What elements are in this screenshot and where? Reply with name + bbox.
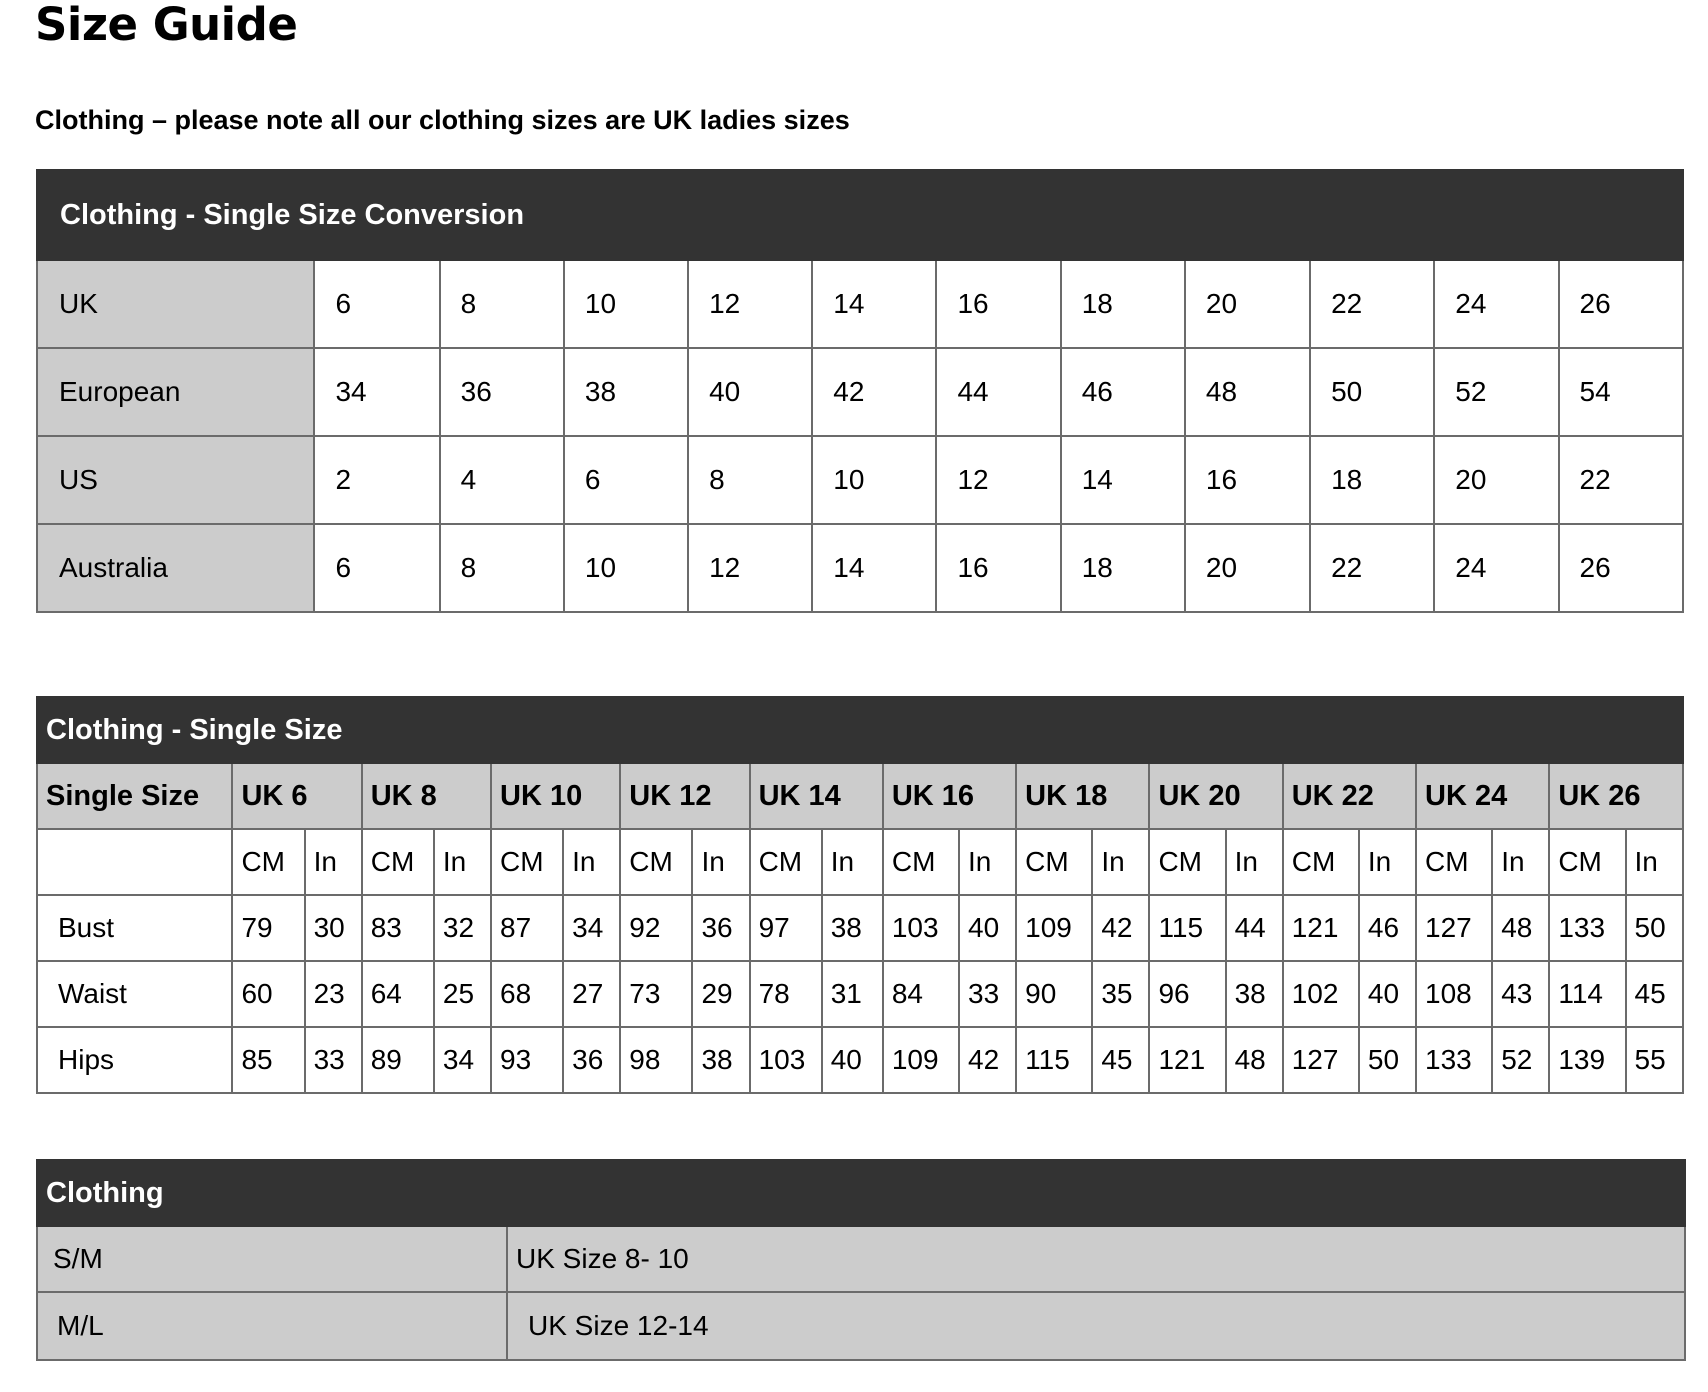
fit-value-sm: UK Size 8- 10 — [507, 1226, 1685, 1292]
unit-label-cm: CM — [750, 829, 822, 895]
unit-label-cm: CM — [491, 829, 563, 895]
table-cell: 121 — [1283, 895, 1359, 961]
unit-label-in: In — [959, 829, 1016, 895]
table-cell: 18 — [1310, 436, 1434, 524]
table-row — [37, 1226, 1685, 1292]
table-cell: 40 — [1359, 961, 1416, 1027]
table-cell: 40 — [688, 348, 812, 436]
table-cell: 32 — [434, 895, 491, 961]
table-cell: 102 — [1283, 961, 1359, 1027]
table-cell: 36 — [692, 895, 749, 961]
table-cell: 85 — [232, 1027, 304, 1093]
page-title: Size Guide — [35, 0, 298, 51]
table-cell: 22 — [1559, 436, 1684, 524]
table-cell: 20 — [1185, 260, 1310, 348]
table-cell: 44 — [1226, 895, 1283, 961]
table-row — [37, 436, 1683, 524]
size-conversion-table — [36, 169, 1684, 613]
unit-label-cm: CM — [620, 829, 692, 895]
table-cell: 6 — [564, 436, 688, 524]
table-cell: 68 — [491, 961, 563, 1027]
table-cell: 26 — [1559, 524, 1684, 612]
table-cell: 50 — [1359, 1027, 1416, 1093]
table-cell: 87 — [491, 895, 563, 961]
table-cell: 6 — [314, 260, 439, 348]
size-column-header: UK 14 — [750, 763, 883, 829]
size-column-header: UK 10 — [491, 763, 620, 829]
single-size-corner-label: Single Size — [37, 763, 232, 829]
table-cell: 92 — [620, 895, 692, 961]
size-column-header: UK 12 — [620, 763, 749, 829]
table-cell: 35 — [1092, 961, 1149, 1027]
table-cell: 64 — [362, 961, 434, 1027]
table-cell: 14 — [812, 260, 936, 348]
table-cell: 48 — [1185, 348, 1310, 436]
table-cell: 127 — [1416, 895, 1492, 961]
table-cell: 12 — [688, 260, 812, 348]
conversion-row-label: European — [37, 348, 314, 436]
table-cell: 89 — [362, 1027, 434, 1093]
table-cell: 54 — [1559, 348, 1684, 436]
table-cell: 46 — [1359, 895, 1416, 961]
measurement-label: Waist — [37, 961, 232, 1027]
table-cell: 36 — [440, 348, 564, 436]
clothing-fit-table — [36, 1159, 1686, 1361]
table-cell: 79 — [232, 895, 304, 961]
table-row — [37, 524, 1683, 612]
table-cell: 38 — [692, 1027, 749, 1093]
empty-unit-corner — [37, 829, 232, 895]
table-cell: 18 — [1061, 524, 1185, 612]
table-cell: 22 — [1310, 260, 1434, 348]
size-column-header: UK 16 — [883, 763, 1016, 829]
table-row — [37, 895, 1683, 961]
unit-label-in: In — [434, 829, 491, 895]
clothing-table-title: Clothing — [37, 1160, 1685, 1226]
table-cell: 34 — [434, 1027, 491, 1093]
table-cell: 24 — [1434, 524, 1558, 612]
table-cell: 42 — [1092, 895, 1149, 961]
size-column-header: UK 6 — [232, 763, 361, 829]
size-column-header: UK 26 — [1549, 763, 1683, 829]
table-row — [37, 961, 1683, 1027]
table-cell: 52 — [1434, 348, 1558, 436]
table-cell: 4 — [440, 436, 564, 524]
table-cell: 40 — [959, 895, 1016, 961]
size-column-header: UK 24 — [1416, 763, 1549, 829]
unit-label-cm: CM — [1549, 829, 1625, 895]
table-cell: 20 — [1434, 436, 1558, 524]
unit-label-in: In — [692, 829, 749, 895]
table-cell: 115 — [1016, 1027, 1092, 1093]
unit-label-in: In — [1359, 829, 1416, 895]
table-cell: 115 — [1149, 895, 1225, 961]
table-cell: 40 — [822, 1027, 883, 1093]
fit-label-sm: S/M — [37, 1226, 507, 1292]
unit-label-in: In — [822, 829, 883, 895]
table-cell: 42 — [812, 348, 936, 436]
unit-label-cm: CM — [232, 829, 304, 895]
unit-label-cm: CM — [1016, 829, 1092, 895]
table-cell: 73 — [620, 961, 692, 1027]
table-cell: 16 — [1185, 436, 1310, 524]
table-cell: 133 — [1416, 1027, 1492, 1093]
table-cell: 8 — [688, 436, 812, 524]
table-cell: 12 — [936, 436, 1060, 524]
table-row — [37, 348, 1683, 436]
table-cell: 38 — [564, 348, 688, 436]
table-cell: 43 — [1492, 961, 1549, 1027]
table-cell: 8 — [440, 260, 564, 348]
table-cell: 31 — [822, 961, 883, 1027]
table-cell: 109 — [883, 1027, 959, 1093]
fit-value-ml: UK Size 12-14 — [507, 1292, 1685, 1360]
table-cell: 103 — [883, 895, 959, 961]
table-cell: 30 — [305, 895, 362, 961]
table-cell: 46 — [1061, 348, 1185, 436]
table-cell: 55 — [1626, 1027, 1684, 1093]
table-cell: 36 — [563, 1027, 620, 1093]
table-cell: 38 — [822, 895, 883, 961]
table-cell: 52 — [1492, 1027, 1549, 1093]
table-cell: 16 — [936, 524, 1060, 612]
conversion-row-label: UK — [37, 260, 314, 348]
table-cell: 22 — [1310, 524, 1434, 612]
table-cell: 34 — [563, 895, 620, 961]
unit-label-cm: CM — [883, 829, 959, 895]
table-cell: 38 — [1226, 961, 1283, 1027]
table-cell: 44 — [936, 348, 1060, 436]
table-cell: 133 — [1549, 895, 1625, 961]
table-cell: 16 — [936, 260, 1060, 348]
table-cell: 48 — [1226, 1027, 1283, 1093]
table-cell: 25 — [434, 961, 491, 1027]
table-cell: 139 — [1549, 1027, 1625, 1093]
size-column-header: UK 22 — [1283, 763, 1416, 829]
table-cell: 48 — [1492, 895, 1549, 961]
unit-label-in: In — [1226, 829, 1283, 895]
table-cell: 109 — [1016, 895, 1092, 961]
unit-label-in: In — [1626, 829, 1684, 895]
table-cell: 90 — [1016, 961, 1092, 1027]
table-cell: 114 — [1549, 961, 1625, 1027]
table-cell: 8 — [440, 524, 564, 612]
unit-label-cm: CM — [1283, 829, 1359, 895]
table-cell: 60 — [232, 961, 304, 1027]
table-cell: 103 — [750, 1027, 822, 1093]
table-cell: 84 — [883, 961, 959, 1027]
table-cell: 127 — [1283, 1027, 1359, 1093]
table-cell: 20 — [1185, 524, 1310, 612]
table-cell: 78 — [750, 961, 822, 1027]
table-cell: 34 — [314, 348, 439, 436]
table-cell: 33 — [305, 1027, 362, 1093]
table-row — [37, 260, 1683, 348]
size-column-header: UK 20 — [1149, 763, 1282, 829]
unit-label-in: In — [563, 829, 620, 895]
table-cell: 26 — [1559, 260, 1684, 348]
table-row — [37, 1027, 1683, 1093]
table-cell: 23 — [305, 961, 362, 1027]
unit-label-cm: CM — [1416, 829, 1492, 895]
unit-label-cm: CM — [362, 829, 434, 895]
table-cell: 27 — [563, 961, 620, 1027]
table-cell: 14 — [812, 524, 936, 612]
size-column-header: UK 18 — [1016, 763, 1149, 829]
table-cell: 42 — [959, 1027, 1016, 1093]
table-cell: 33 — [959, 961, 1016, 1027]
table-cell: 97 — [750, 895, 822, 961]
size-column-header: UK 8 — [362, 763, 491, 829]
unit-label-in: In — [305, 829, 362, 895]
measurement-label: Bust — [37, 895, 232, 961]
table-cell: 93 — [491, 1027, 563, 1093]
table-cell: 6 — [314, 524, 439, 612]
table-cell: 121 — [1149, 1027, 1225, 1093]
table-cell: 50 — [1626, 895, 1684, 961]
table-cell: 24 — [1434, 260, 1558, 348]
fit-label-ml: M/L — [37, 1292, 507, 1360]
table-row — [37, 1292, 1685, 1360]
table-cell: 10 — [564, 524, 688, 612]
conversion-row-label: Australia — [37, 524, 314, 612]
clothing-size-note: Clothing – please note all our clothing sizes are UK ladies sizes — [35, 105, 850, 135]
table-cell: 18 — [1061, 260, 1185, 348]
unit-label-in: In — [1092, 829, 1149, 895]
table-cell: 10 — [564, 260, 688, 348]
single-size-measurements-table — [36, 696, 1684, 1094]
unit-label-in: In — [1492, 829, 1549, 895]
table-cell: 45 — [1092, 1027, 1149, 1093]
table-cell: 45 — [1626, 961, 1684, 1027]
conversion-table-title: Clothing - Single Size Conversion — [37, 170, 1683, 260]
table-cell: 2 — [314, 436, 439, 524]
unit-label-cm: CM — [1149, 829, 1225, 895]
single-size-table-title: Clothing - Single Size — [37, 697, 1683, 763]
table-cell: 98 — [620, 1027, 692, 1093]
table-cell: 50 — [1310, 348, 1434, 436]
table-cell: 96 — [1149, 961, 1225, 1027]
table-cell: 29 — [692, 961, 749, 1027]
table-cell: 83 — [362, 895, 434, 961]
table-cell: 12 — [688, 524, 812, 612]
table-cell: 108 — [1416, 961, 1492, 1027]
measurement-label: Hips — [37, 1027, 232, 1093]
table-cell: 14 — [1061, 436, 1185, 524]
conversion-row-label: US — [37, 436, 314, 524]
table-cell: 10 — [812, 436, 936, 524]
